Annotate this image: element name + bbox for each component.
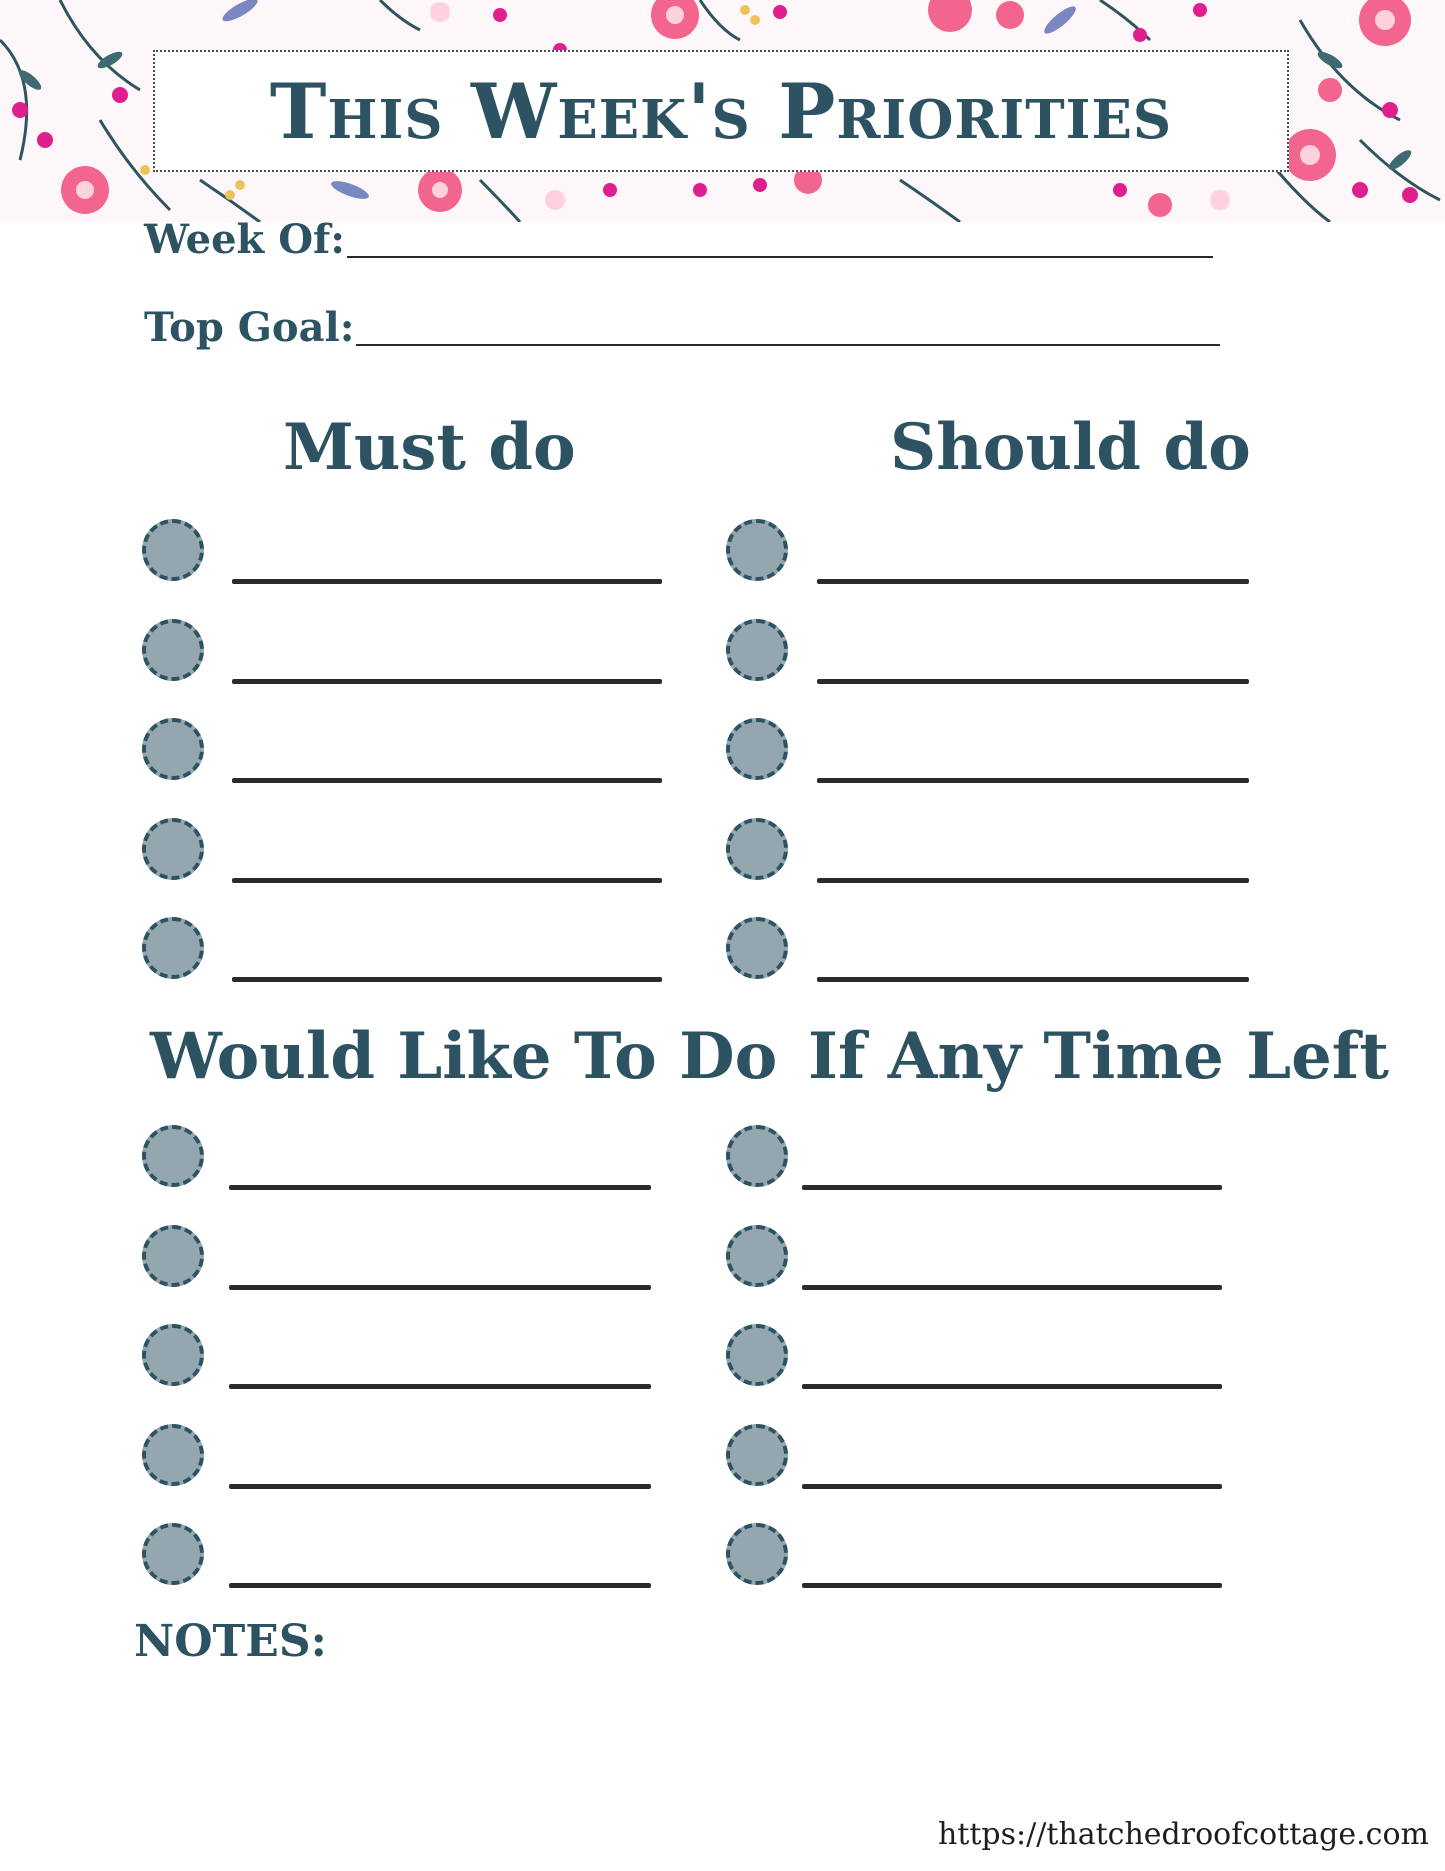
week-of-field [144,200,1213,263]
checkbox-circle[interactable] [142,1424,204,1486]
task-line[interactable] [817,977,1249,982]
checkbox-circle[interactable] [726,519,788,581]
task-line[interactable] [229,1285,651,1290]
checklist-item [726,1523,1222,1593]
checklist-item [726,1324,1222,1394]
checklist-item [142,619,662,689]
task-line[interactable] [817,878,1249,883]
checklist-item [726,519,1249,589]
checkbox-circle[interactable] [142,1324,204,1386]
checkbox-circle[interactable] [142,619,204,681]
checkbox-circle[interactable] [142,1225,204,1287]
checklist-item [142,917,662,987]
task-line[interactable] [802,1185,1222,1190]
week-of-label: Week Of: [144,216,346,263]
checklist-item [142,1523,651,1593]
checkbox-circle[interactable] [726,1324,788,1386]
checkbox-circle[interactable] [142,519,204,581]
title-box [153,50,1289,172]
top-goal-label: Top Goal: [144,304,355,351]
task-line[interactable] [802,1384,1222,1389]
checklist-item [142,1324,651,1394]
task-line[interactable] [802,1285,1222,1290]
checkbox-circle[interactable] [726,1523,788,1585]
section-title-would-like-to-do: Would Like To Do [150,1019,778,1094]
checklist-item [726,818,1249,888]
checklist-item [726,619,1249,689]
page-title: This Week's Priorities [269,66,1173,156]
checkbox-circle[interactable] [142,917,204,979]
checkbox-circle[interactable] [726,1225,788,1287]
checklist-item [726,917,1249,987]
checkbox-circle[interactable] [142,818,204,880]
task-line[interactable] [229,1384,651,1389]
top-goal-field [144,288,1220,351]
section-title-if-any-time-left: If Any Time Left [808,1019,1389,1094]
task-line[interactable] [817,778,1249,783]
task-line[interactable] [802,1484,1222,1489]
footer-url[interactable]: https://thatchedroofcottage.com [938,1817,1429,1852]
checklist-item [142,1424,651,1494]
checklist-item [142,718,662,788]
task-line[interactable] [229,1583,651,1588]
task-line[interactable] [229,1484,651,1489]
checkbox-circle[interactable] [726,917,788,979]
section-title-should-do: Should do [890,410,1251,485]
notes-label: NOTES: [134,1616,327,1667]
checkbox-circle[interactable] [142,718,204,780]
task-line[interactable] [232,778,662,783]
checklist-item [142,818,662,888]
task-line[interactable] [817,579,1249,584]
task-line[interactable] [232,579,662,584]
floral-banner [0,0,1445,222]
task-line[interactable] [817,679,1249,684]
checklist-item [726,1424,1222,1494]
top-goal-line[interactable] [356,343,1220,346]
checkbox-circle[interactable] [726,718,788,780]
checkbox-circle[interactable] [726,1125,788,1187]
task-line[interactable] [232,878,662,883]
checkbox-circle[interactable] [142,1523,204,1585]
task-line[interactable] [232,679,662,684]
checklist-item [726,718,1249,788]
checklist-item [142,1225,651,1295]
checklist-item [142,1125,651,1195]
checkbox-circle[interactable] [726,619,788,681]
task-line[interactable] [229,1185,651,1190]
task-line[interactable] [802,1583,1222,1588]
checkbox-circle[interactable] [142,1125,204,1187]
task-line[interactable] [232,977,662,982]
checkbox-circle[interactable] [726,1424,788,1486]
checklist-item [726,1225,1222,1295]
checklist-item [726,1125,1222,1195]
checkbox-circle[interactable] [726,818,788,880]
week-of-line[interactable] [347,255,1213,258]
checklist-item [142,519,662,589]
section-title-must-do: Must do [283,410,576,485]
